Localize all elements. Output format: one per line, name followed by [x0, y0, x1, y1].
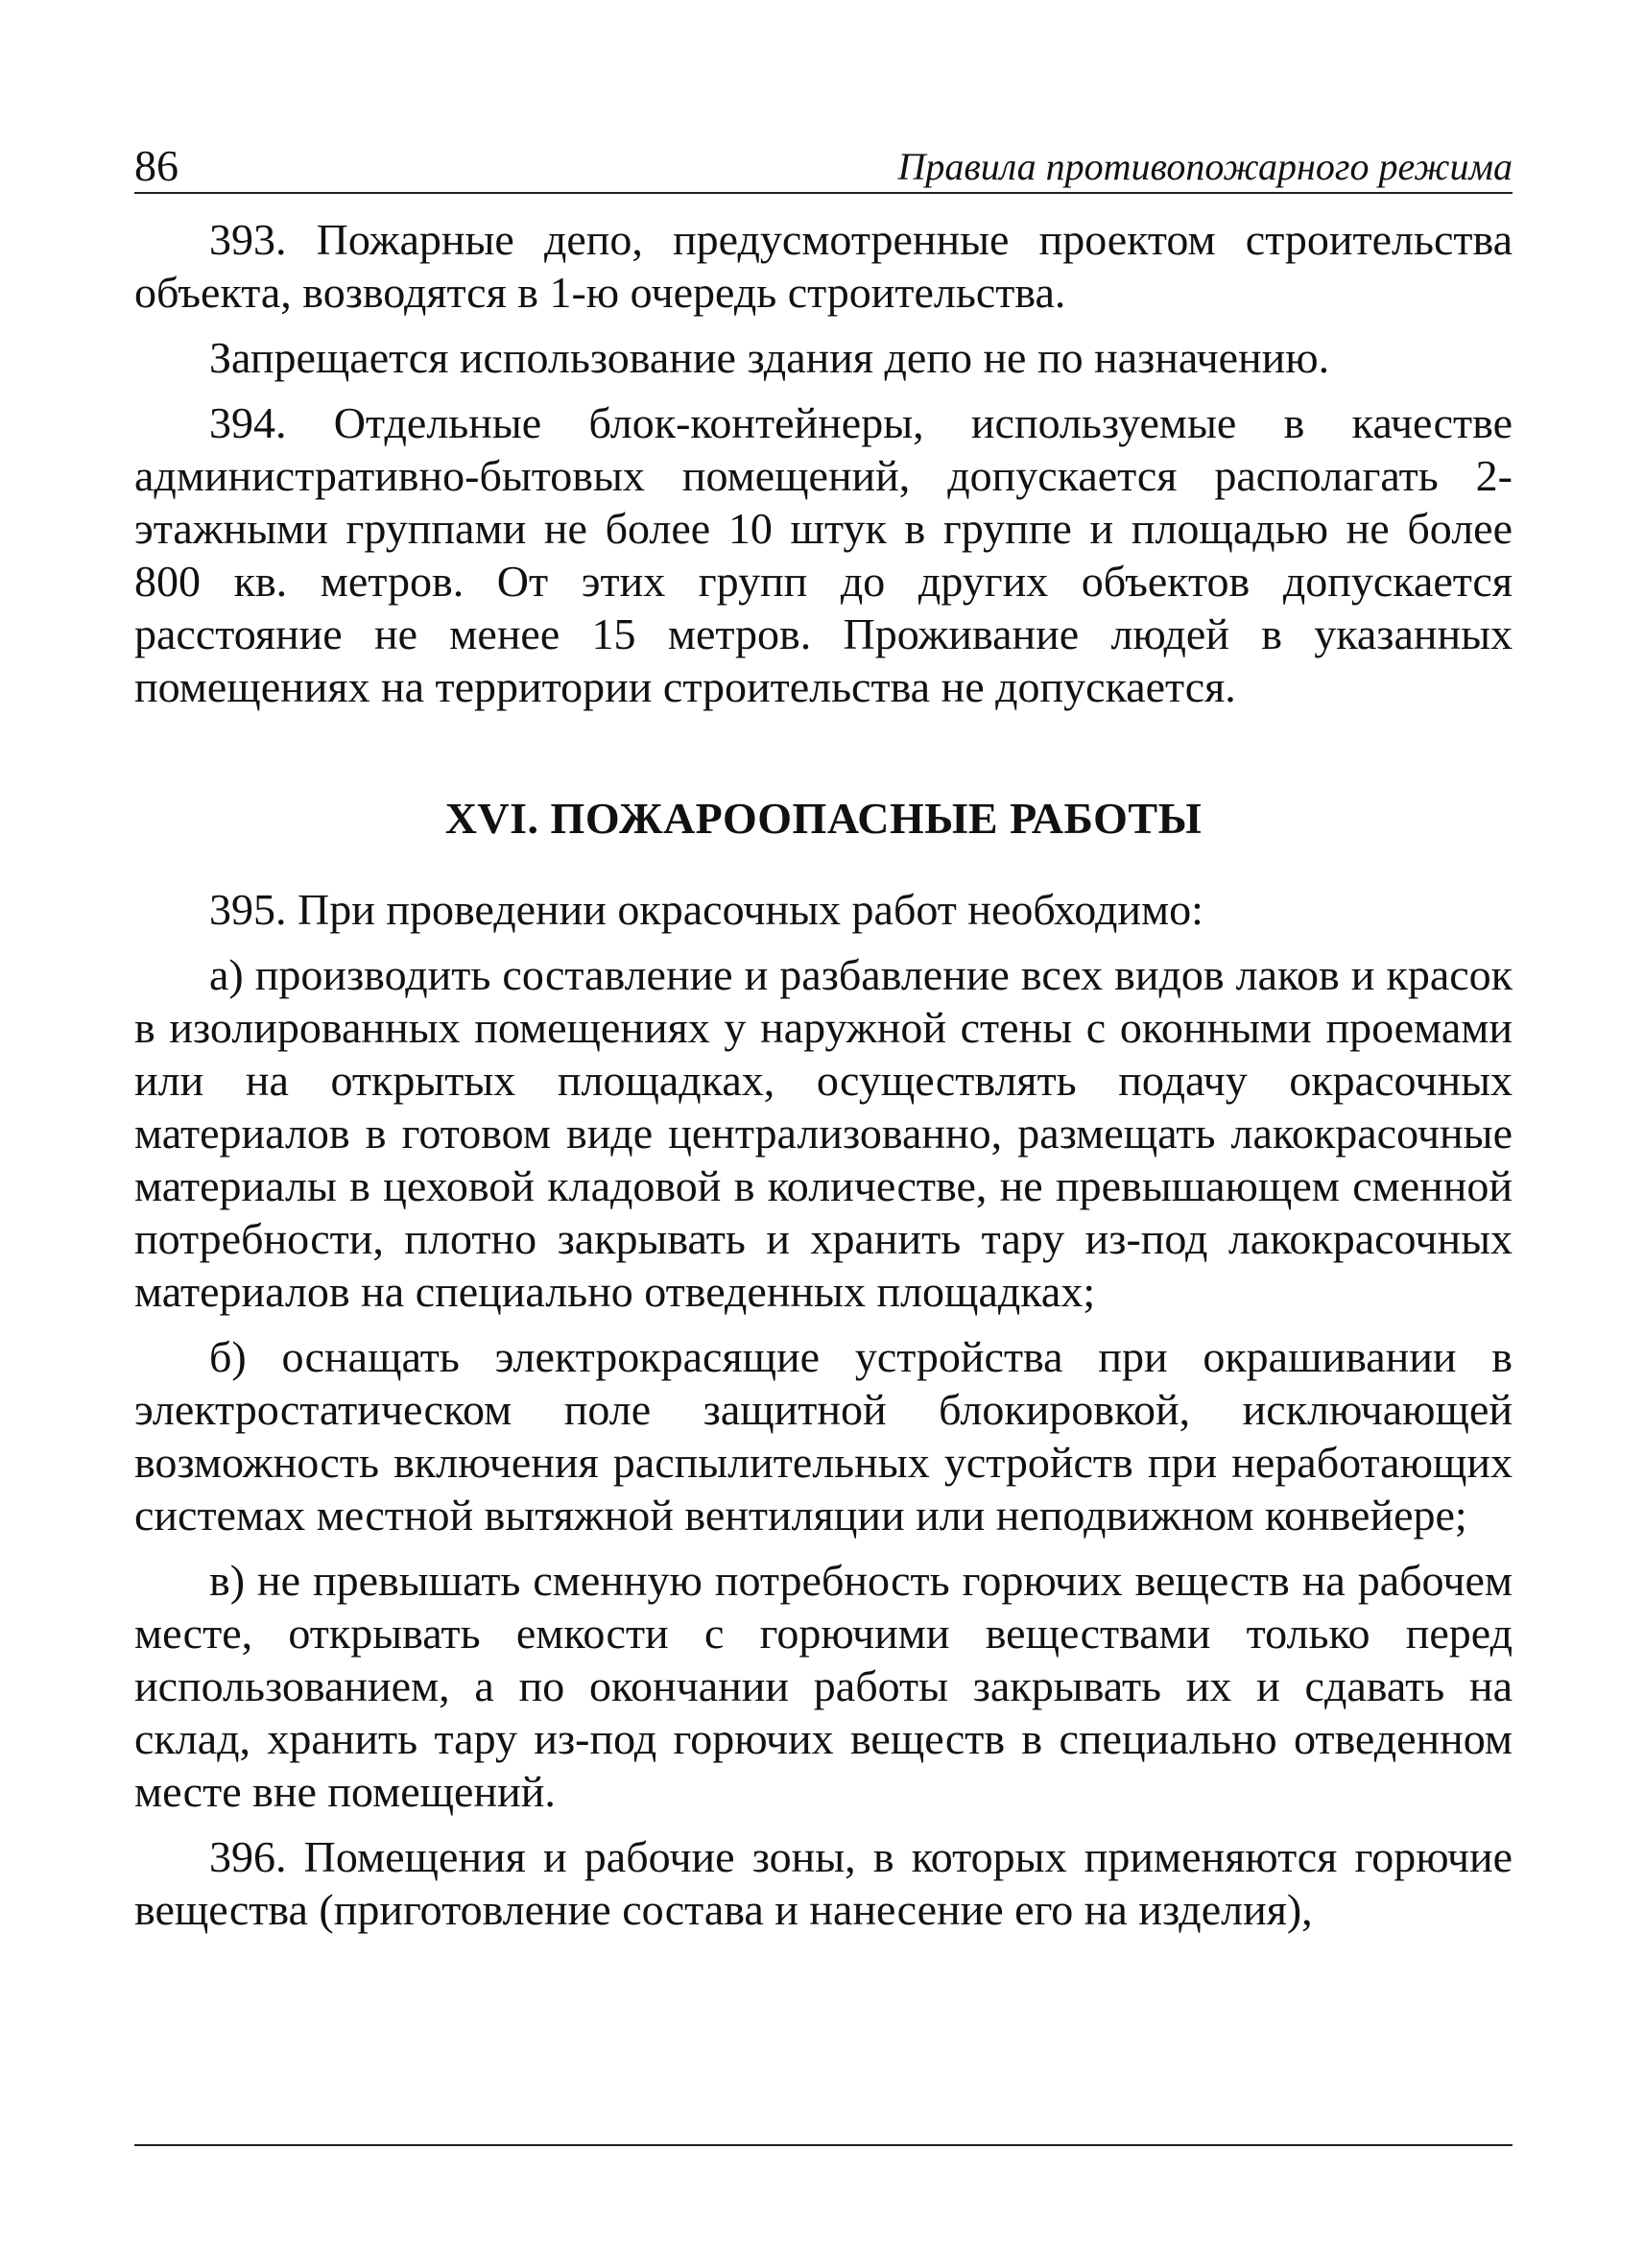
paragraph-393-depot-use: Запрещается использование здания депо не по назначению.: [209, 333, 1330, 382]
paragraph-395-b: б) оснащать электрокрасящие устройства при окрашивании в электростатическом поле защитной блокировкой, исключающей возможность включения распылительных устройств при неработающих системах местной вытяжной вентиляции или неподвижном конвейере;: [134, 1332, 1513, 1540]
running-title: Правила противопожарного режима: [897, 145, 1513, 188]
paragraph-395: 395. При проведении окрасочных работ необходимо:: [209, 885, 1203, 934]
paragraph-393: 393. Пожарные депо, предусмотренные проектом строительства объекта, возводятся в 1-ю очередь строительства.: [134, 215, 1513, 317]
page-number: 86: [134, 141, 179, 190]
paragraph-394: 394. Отдельные блок-контейнеры, используемые в качестве административно-бытовых помещений, допускается располагать 2-этажными группами не более 10 штук в группе и площадью не более 800 кв. метров. От этих групп до других объектов допускается расстояние не менее 15 метров. Проживание людей в указанных помещениях на территории строительства не допускается.: [134, 398, 1513, 711]
section-heading: XVI. ПОЖАРООПАСНЫЕ РАБОТЫ: [444, 794, 1203, 843]
page-body: [134, 213, 1513, 1948]
paragraph-396: 396. Помещения и рабочие зоны, в которых применяются горючие вещества (приготовление состава и нанесение его на изделия),: [134, 1832, 1513, 1934]
paragraph-395-a: а) производить составление и разбавление всех видов лаков и красок в изолированных помещениях у наружной стены с оконными проемами или на открытых площадках, осуществлять подачу окрасочных материалов в готовом виде централизованно, размещать лакокрасочные материалы в цеховой кладовой в количестве, не превышающем сменной потребности, плотно закрывать и хранить тару из-под лакокрасочных материалов на специально отведенных площадках;: [134, 950, 1513, 1316]
footer-divider: [134, 2144, 1513, 2146]
paragraph-395-v: в) не превышать сменную потребность горючих веществ на рабочем месте, открывать емкости с горючими веществами только перед использованием, а по окончании работы закрывать их и сдавать на склад, хранить тару из-под горючих веществ в специально отведенном месте вне помещений.: [134, 1556, 1513, 1816]
page-header: [134, 134, 1513, 194]
